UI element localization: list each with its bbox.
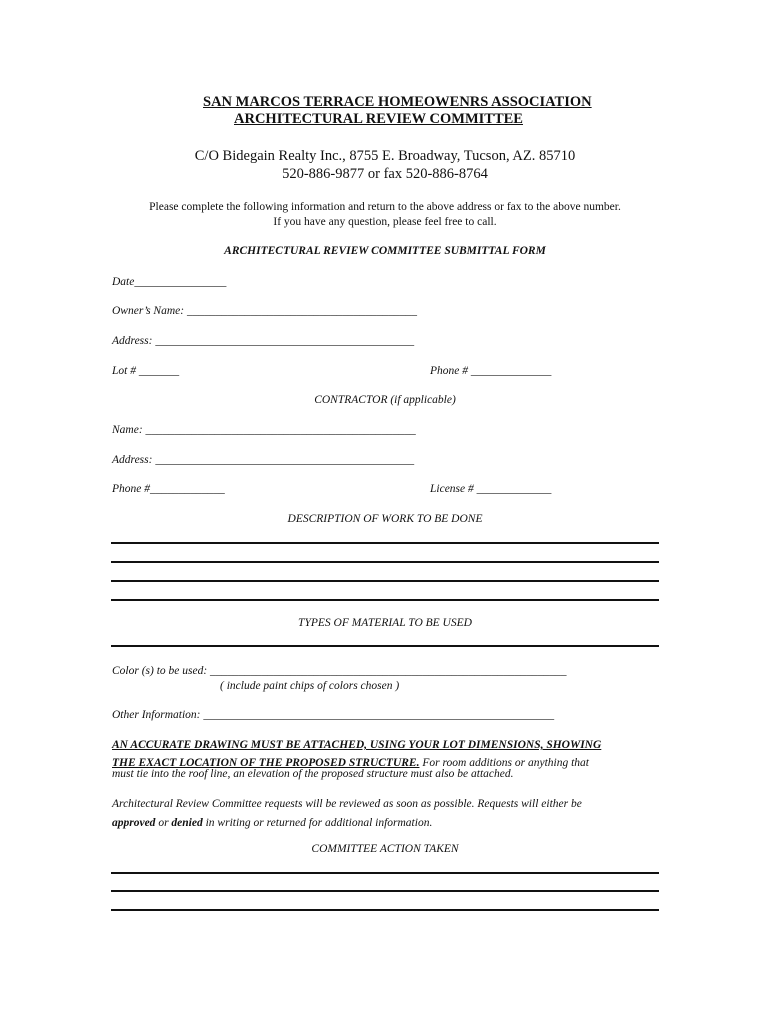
owner-address-field[interactable]: Address: _____________________________________________ bbox=[112, 335, 415, 347]
committee-title: ARCHITECTURAL REVIEW COMMITTEE bbox=[234, 111, 523, 127]
materials-line[interactable] bbox=[111, 645, 659, 647]
description-line-2[interactable] bbox=[111, 561, 659, 563]
action-line-3[interactable] bbox=[111, 909, 659, 911]
description-heading: DESCRIPTION OF WORK TO BE DONE bbox=[287, 513, 483, 525]
instructions-line-2: If you have any question, please feel free to call. bbox=[273, 216, 497, 228]
owner-phone-field[interactable]: Phone # ______________ bbox=[430, 365, 552, 377]
description-line-1[interactable] bbox=[111, 542, 659, 544]
drawing-notice-bold-1: AN ACCURATE DRAWING MUST BE ATTACHED, USING YOUR LOT DIMENSIONS, SHOWING bbox=[112, 739, 602, 751]
approved-word: approved bbox=[112, 817, 156, 829]
action-line-1[interactable] bbox=[111, 872, 659, 874]
other-info-field[interactable]: Other Information: _____________________________________________________________ bbox=[112, 709, 555, 721]
org-title: SAN MARCOS TERRACE HOMEOWENRS ASSOCIATION bbox=[203, 94, 592, 110]
color-field[interactable]: Color (s) to be used: ______________________________________________________________ bbox=[112, 665, 567, 677]
review-notice-line-2 bbox=[112, 813, 432, 831]
contractor-name-field[interactable]: Name: _______________________________________________ bbox=[112, 424, 416, 436]
lot-field[interactable]: Lot # _______ bbox=[112, 365, 180, 377]
license-field[interactable]: License # _____________ bbox=[430, 483, 552, 495]
form-title: ARCHITECTURAL REVIEW COMMITTEE SUBMITTAL FORM bbox=[224, 245, 546, 257]
instructions-line-1: Please complete the following information and return to the above address or fax to the above number. bbox=[149, 201, 621, 213]
review-notice-rest: in writing or returned for additional information. bbox=[202, 817, 433, 829]
committee-action-heading: COMMITTEE ACTION TAKEN bbox=[311, 843, 459, 855]
contractor-phone-field[interactable]: Phone #_____________ bbox=[112, 483, 225, 495]
drawing-notice-rest-2: must tie into the roof line, an elevation of the proposed structure must also be attached. bbox=[112, 768, 514, 780]
action-line-2[interactable] bbox=[111, 890, 659, 892]
drawing-notice-rest-1: For room additions or anything that bbox=[419, 757, 589, 769]
address-line: C/O Bidegain Realty Inc., 8755 E. Broadway, Tucson, AZ. 85710 bbox=[194, 148, 576, 164]
description-line-4[interactable] bbox=[111, 599, 659, 601]
owner-name-field[interactable]: Owner’s Name: ________________________________________ bbox=[112, 305, 417, 317]
color-note: ( include paint chips of colors chosen ) bbox=[220, 680, 400, 692]
date-field[interactable]: Date________________ bbox=[112, 276, 227, 288]
drawing-notice-bold-2: THE EXACT LOCATION OF THE PROPOSED STRUCTURE. bbox=[112, 757, 420, 769]
phone-fax-line: 520-886-9877 or fax 520-886-8764 bbox=[282, 166, 488, 182]
materials-heading: TYPES OF MATERIAL TO BE USED bbox=[298, 617, 472, 629]
review-notice-line-1: Architectural Review Committee requests will be reviewed as soon as possible. Requests will either be bbox=[112, 798, 582, 810]
contractor-heading: CONTRACTOR (if applicable) bbox=[314, 394, 456, 406]
denied-word: denied bbox=[171, 817, 203, 829]
or-word: or bbox=[155, 817, 172, 829]
description-line-3[interactable] bbox=[111, 580, 659, 582]
contractor-address-field[interactable]: Address: _____________________________________________ bbox=[112, 454, 415, 466]
